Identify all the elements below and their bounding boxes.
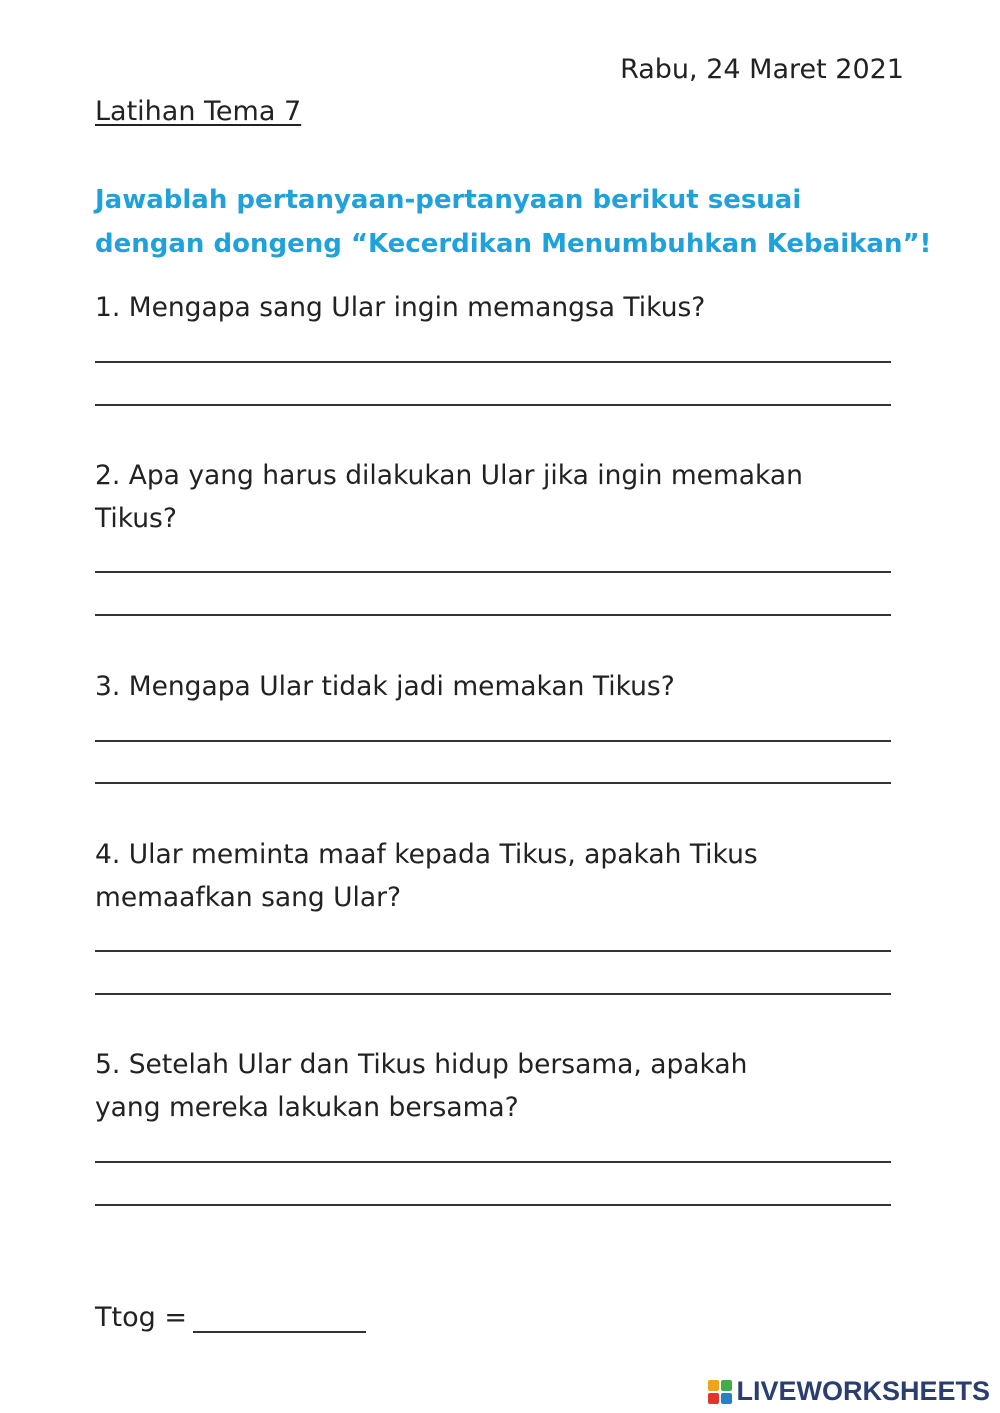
signature-line[interactable] xyxy=(193,1331,366,1333)
instruction-text xyxy=(95,178,932,266)
question-2 xyxy=(95,454,803,540)
logo-square xyxy=(721,1393,732,1404)
answer-line-4a[interactable] xyxy=(95,950,891,952)
worksheet-title: Latihan Tema 7 xyxy=(95,96,302,127)
logo-square xyxy=(708,1380,719,1391)
answer-line-2b[interactable] xyxy=(95,614,891,616)
answer-line-4b[interactable] xyxy=(95,993,891,995)
signature-label: Ttog = xyxy=(95,1302,187,1333)
date-text: Rabu, 24 Maret 2021 xyxy=(620,54,904,85)
instruction-line: Jawablah pertanyaan-pertanyaan berikut sesuai xyxy=(95,185,802,215)
question-text: 5. Setelah Ular dan Tikus hidup bersama, apakah xyxy=(95,1049,748,1080)
question-4 xyxy=(95,833,758,919)
question-text: 2. Apa yang harus dilakukan Ular jika ingin memakan xyxy=(95,460,803,491)
answer-line-2a[interactable] xyxy=(95,571,891,573)
question-text: yang mereka lakukan bersama? xyxy=(95,1092,519,1123)
answer-line-1a[interactable] xyxy=(95,361,891,363)
question-text: 4. Ular meminta maaf kepada Tikus, apakah Tikus xyxy=(95,839,758,870)
question-text: 3. Mengapa Ular tidak jadi memakan Tikus? xyxy=(95,671,675,702)
logo-square xyxy=(721,1380,732,1391)
logo-square xyxy=(708,1393,719,1404)
answer-line-3b[interactable] xyxy=(95,782,891,784)
liveworksheets-watermark xyxy=(708,1376,990,1407)
answer-line-5a[interactable] xyxy=(95,1161,891,1163)
question-text: 1. Mengapa sang Ular ingin memangsa Tikus? xyxy=(95,292,706,323)
answer-line-1b[interactable] xyxy=(95,404,891,406)
instruction-line: dengan dongeng “Kecerdikan Menumbuhkan Kebaikan”! xyxy=(95,229,932,259)
liveworksheets-logo-icon xyxy=(708,1380,732,1404)
question-text: memaafkan sang Ular? xyxy=(95,882,402,913)
answer-line-3a[interactable] xyxy=(95,740,891,742)
answer-line-5b[interactable] xyxy=(95,1204,891,1206)
watermark-text: LIVEWORKSHEETS xyxy=(736,1376,990,1406)
question-1 xyxy=(95,286,705,329)
question-text: Tikus? xyxy=(95,503,177,534)
question-3 xyxy=(95,665,675,708)
question-5 xyxy=(95,1043,747,1129)
